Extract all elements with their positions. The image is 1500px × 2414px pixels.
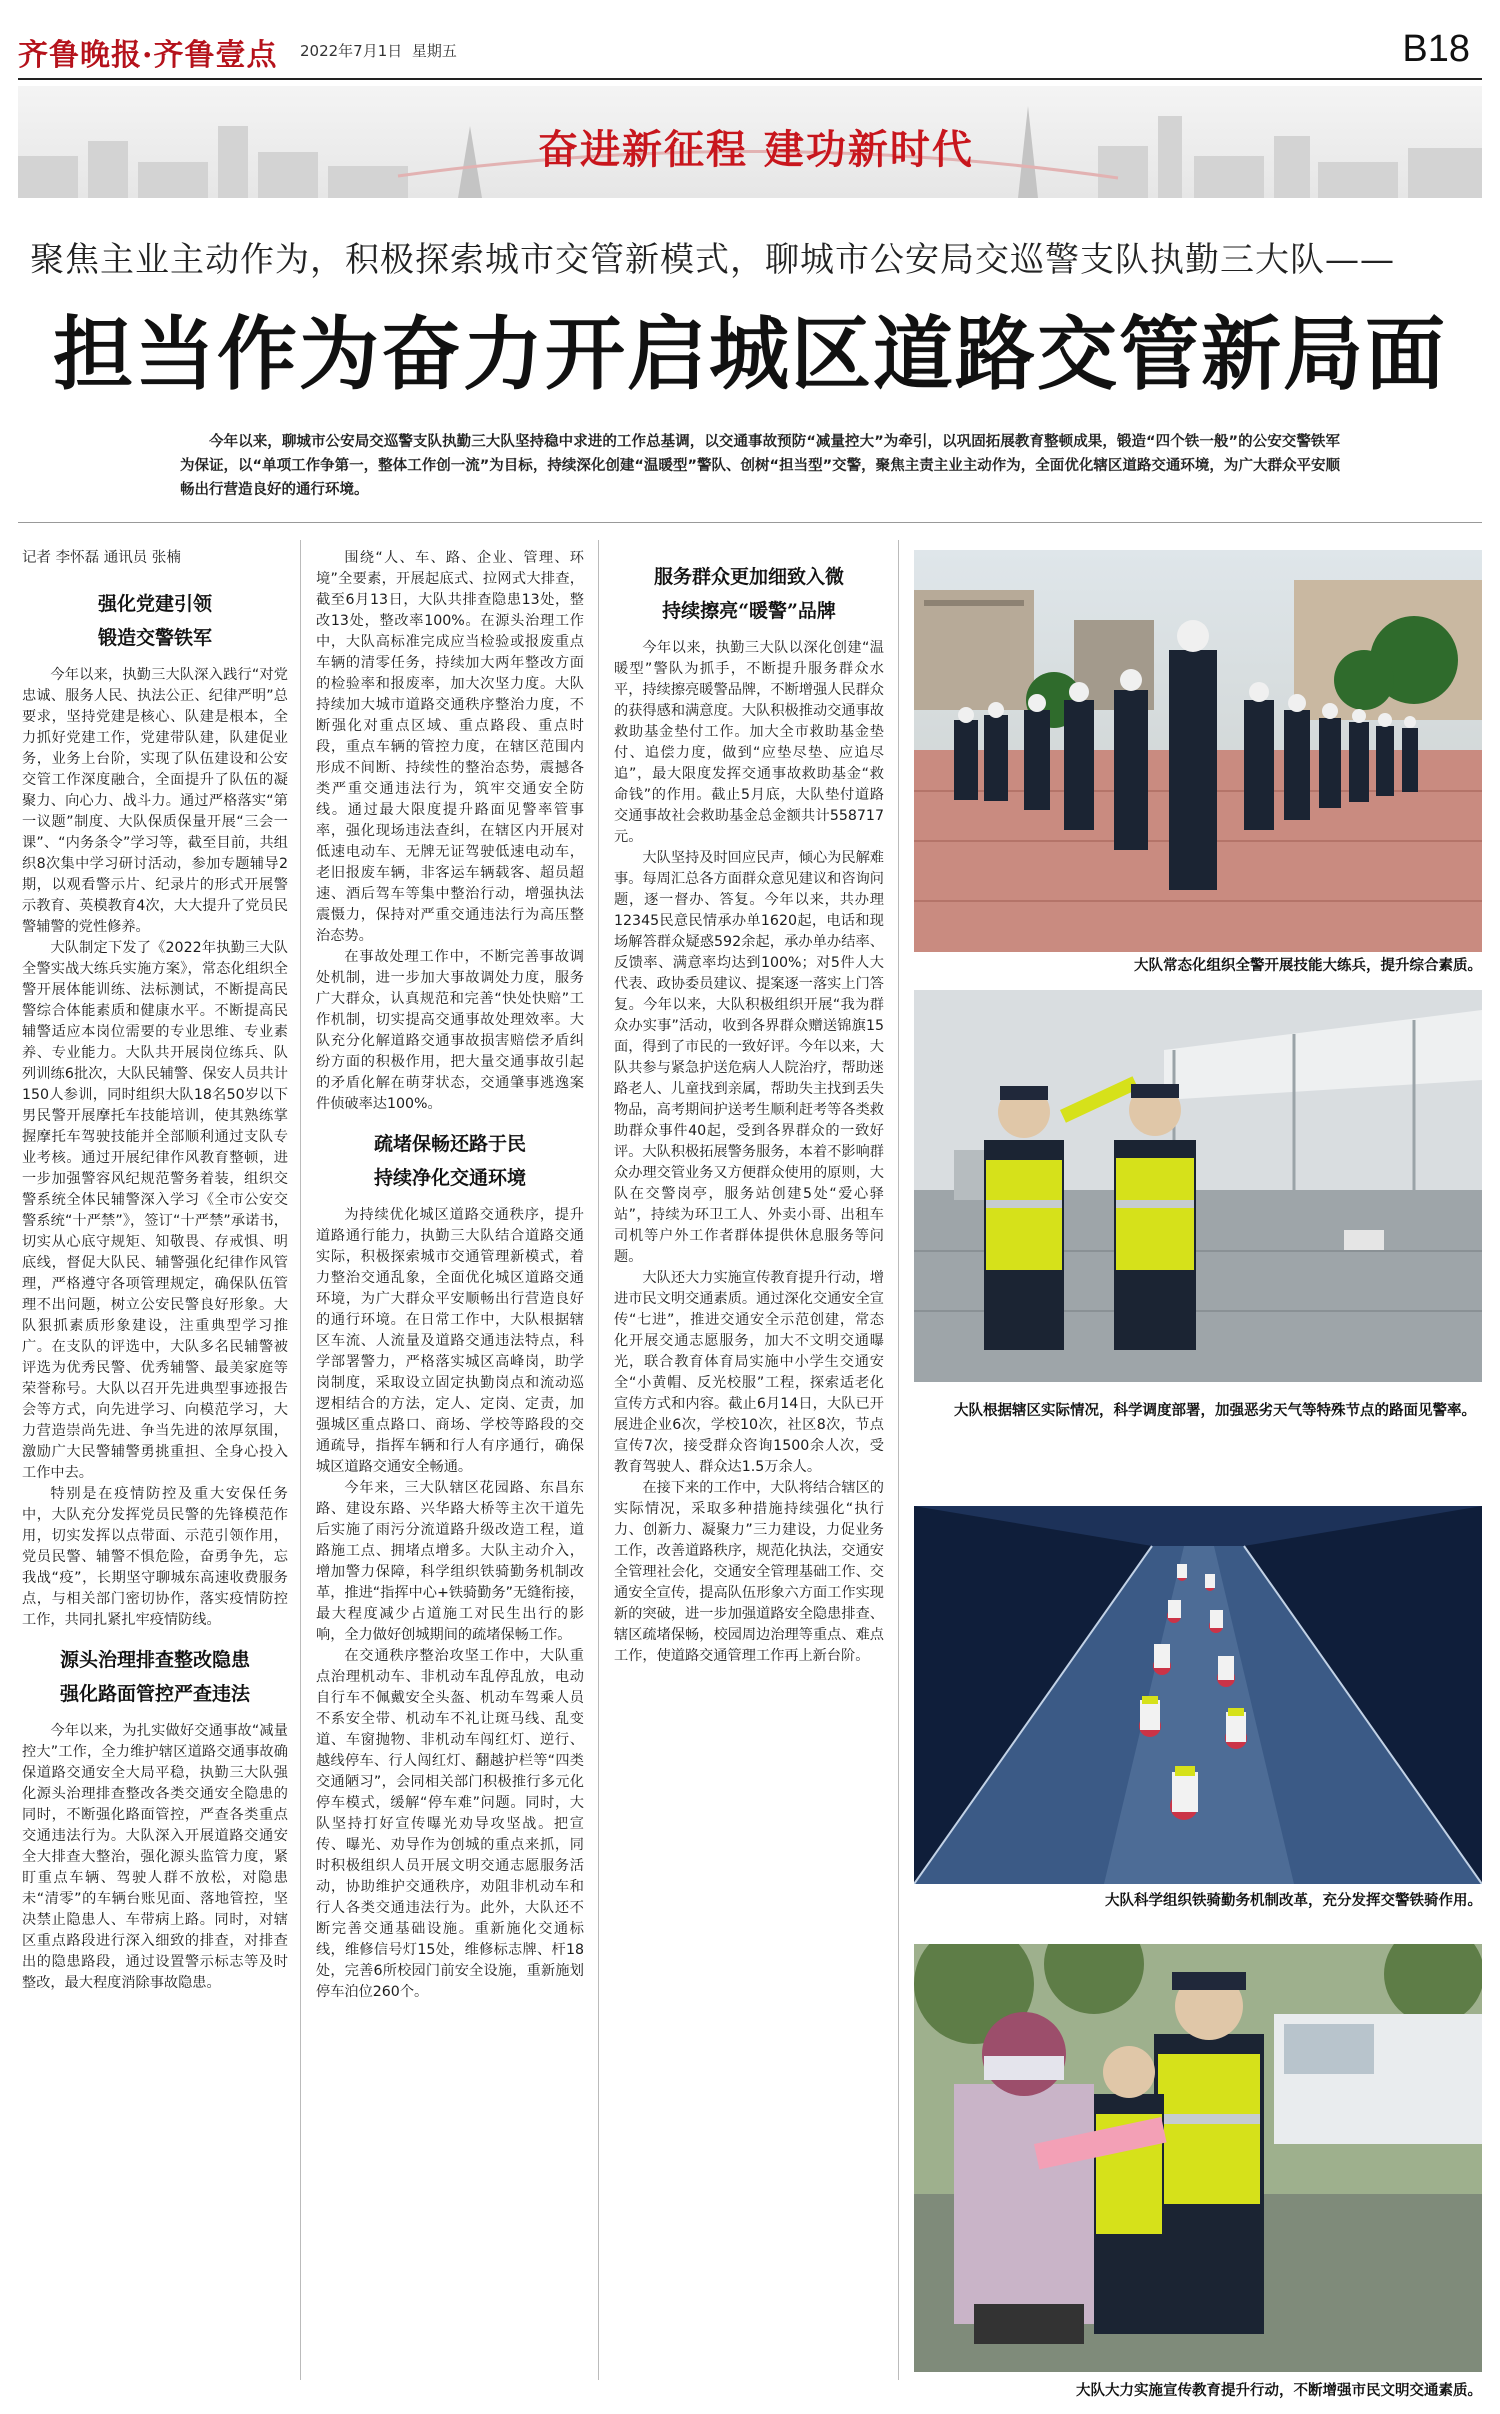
masthead — [18, 28, 1482, 73]
section-heading-public-service: 服务群众更加细致入微 持续擦亮“暖警”品牌 — [653, 566, 844, 622]
text-column-3 — [614, 548, 884, 1667]
photo-caption: 大队常态化组织全警开展技能大练兵，提升综合素质。 — [1134, 958, 1482, 974]
paragraph: 大队制定下发了《2022年执勤三大队全警实战大练兵实施方案》，常态化组织全警开展体能训练、法标测试，不断提高民警综合体能素质和健康水平。不断提高民辅警适应本岗位需要的专业思维、专业素养、专业能力。大队共开展岗位练兵、队列训练6批次，大队民辅警、保安人员共计150人参训，同时组织大队18名50岁以下男民警开展摩托车技能培训，使其熟练掌握摩托车驾驶技能并全部顺利通过支队专业考核。通过开展纪律作风教育整顿，进一步加强警容风纪规范警务着装，组织交警系统全体民辅警深入学习《全市公安交警系统“十严禁”》，签订“十严禁”承诺书，切实从心底守规矩、知敬畏、存戒惧、明底线，督促大队民、辅警强化纪律作风管理，严格遵守各项管理规定，确保队伍管理不出问题，树立公安民警良好形象。大队狠抓素质形象建设，注重典型学习推广。在支队的评选中，大队多名民辅警被评选为优秀民警、优秀辅警、最美家庭等荣誉称号。大队以召开先进典型事迹报告会等方式，向先进学习、向模范学习，大力营造崇尚先进、争当先进的浓厚氛围，激励广大民警辅警勇挑重担、全身心投入工作中去。 — [22, 940, 288, 1481]
column-divider — [300, 540, 301, 2380]
paragraph: 今年以来，执勤三大队深入践行“对党忠诚、服务人民、执法公正、纪律严明”总要求，坚持党建是核心、队建是根本，全力抓好党建工作，党建带队建，队建促业务，业务上台阶，实现了队伍建设和公安交管工作深度融合，全面提升了队伍的凝聚力、向心力、战斗力。通过严格落实“第一议题”制度、大队保质保量开展“三会一课”、“内务条令”学习等，截至目前，共组织8次集中学习研讨活动，参加专题辅导2期，以观看警示片、纪录片的形式开展警示教育、英模教育4次，大大提升了党员民警辅警的党性修养。 — [22, 667, 288, 935]
newspaper-brand: 齐鲁晚报·齐鲁壹点 — [18, 38, 278, 73]
paragraph: 为持续优化城区道路交通秩序，提升道路通行能力，执勤三大队结合道路交通实际，积极探索城市交通管理新模式，着力整治交通乱象，全面优化城区道路交通环境，为广大群众平安顺畅出行营造良好的通行环境。在日常工作中，大队根据辖区车流、人流量及道路交通违法特点，科学部署警力，严格落实城区高峰岗，助学岗制度，采取设立固定执勤岗点和流动巡逻相结合的方法，定人、定岗、定责，加强城区重点路口、商场、学校等路段的交通疏导，指挥车辆和行人有序通行，确保城区道路交通安全畅通。 — [316, 1207, 584, 1475]
paragraph: 特别是在疫情防控及重大安保任务中，大队充分发挥党员民警的先锋模范作用，切实发挥以点带面、示范引领作用，党员民警、辅警不惧危险，奋勇争先，忘我战“疫”，长期坚守聊城东高速收费服务点，与相关部门密切协作，落实疫情防控工作，共同扎紧扎牢疫情防线。 — [22, 1486, 288, 1628]
banner-slogan: 奋进新征程 建功新时代 — [538, 126, 974, 173]
paragraph: 今年来，三大队辖区花园路、东昌东路、建设东路、兴华路大桥等主次干道先后实施了雨污分流道路升级改造工程，道路施工点、拥堵点增多。大队主动介入，增加警力保障，科学组织铁骑勤务机制改革，推进“指挥中心+铁骑勤务”无缝衔接，最大程度减少占道施工对民生出行的影响，全力做好创城期间的疏堵保畅工作。 — [316, 1480, 584, 1643]
paragraph: 在事故处理工作中，不断完善事故调处机制，进一步加大事故调处力度，服务广大群众，认真规范和完善“快处快赔”工作机制，切实提高交通事故处理效率。大队充分化解道路交通事故损害赔偿矛盾纠纷方面的积极作用，把大量交通事故引起的矛盾化解在萌芽状态，交通肇事逃逸案件侦破率达100%。 — [316, 949, 584, 1112]
issue-date: 2022年7月1日 — [300, 42, 403, 60]
brand-name: 齐鲁晚报 — [18, 38, 142, 73]
masthead-rule — [18, 78, 1482, 80]
article-headline: 担当作为奋力开启城区道路交管新局面 — [53, 307, 1447, 401]
photo-motorcycle-patrol — [914, 1506, 1482, 1884]
paragraph: 在交通秩序整治攻坚工作中，大队重点治理机动车、非机动车乱停乱放，电动自行车不佩戴安全头盔、机动车驾乘人员不系安全带、机动车不礼让斑马线、乱变道、车窗抛物、非机动车闯红灯、逆行、越线停车、行人闯红灯、翻越护栏等“四类交通陋习”，会同相关部门积极推行多元化停车模式，缓解“停车难”问题。同时，大队坚持打好宣传曝光劝导攻坚战。把宣传、曝光、劝导作为创城的重点来抓，同时积极组织人员开展文明交通志愿服务活动，协助维护交通秩序，劝阻非机动车和行人各类交通违法行为。此外，大队还不断完善交通基础设施。重新施化交通标线，维修信号灯15处，维修标志牌、杆18处，完善6所校园门前安全设施，重新施划停车泊位260个。 — [316, 1648, 584, 2000]
slogan-banner — [18, 86, 1482, 198]
photo-safety-education — [914, 1944, 1482, 2372]
page-number: B18 — [1402, 28, 1470, 70]
paragraph: 今年以来，为扎实做好交通事故“减量控大”工作，全力维护辖区道路交通事故确保道路交通安全大局平稳，执勤三大队强化源头治理排查整改各类交通安全隐患的同时，不断强化路面管控，严查各类重点交通违法行为。大队深入开展道路交通安全大排查大整治，强化源头监管力度，紧盯重点车辆、驾驶人群不放松，对隐患未“清零”的车辆台账见面、落地管控，坚决禁止隐患人、车带病上路。同时，对辖区重点路段进行深入细致的排查，对排查出的隐患路段，通过设置警示标志等及时整改，最大程度消除事故隐患。 — [22, 1723, 288, 1991]
section-heading-traffic-flow: 疏堵保畅还路于民 持续净化交通环境 — [373, 1133, 526, 1189]
photo-officers-plaza — [914, 990, 1482, 1382]
text-column-2 — [316, 548, 584, 2003]
article-kicker: 聚焦主业主动作为，积极探索城市交管新模式，聊城市公安局交巡警支队执勤三大队—— — [30, 240, 1395, 280]
article-lede: 今年以来，聊城市公安局交巡警支队执勤三大队坚持稳中求进的工作总基调，以交通事故预防“减量控大”为牵引，以巩固拓展教育整顿成果，锻造“四个铁一般”的公安交警铁军为保证，以“单项工作争第一，整体工作创一流”为目标，持续深化创建“温暖型”警队、创树“担当型”交警，聚焦主责主业主动作为，全面优化辖区道路交通环境，为广大群众平安顺畅出行营造良好的通行环境。 — [180, 434, 1340, 498]
column-divider — [598, 540, 599, 2380]
section-heading-party-building: 强化党建引领 锻造交警铁军 — [97, 593, 212, 649]
photo-police-training — [914, 550, 1482, 952]
dateline — [300, 40, 457, 61]
photo-caption: 大队根据辖区实际情况，科学调度部署，加强恶劣天气等特殊节点的路面见警率。 — [954, 1403, 1476, 1419]
paragraph: 大队还大力实施宣传教育提升行动，增进市民文明交通素质。通过深化交通安全宣传“七进”，推进交通安全示范创建，常态化开展交通志愿服务，加大不文明交通曝光，联合教育体育局实施中小学生交通安全“小黄帽、反光校服”工程，探索适老化宣传方式和内容。截止6月14日，大队已开展进企业6次，学校10次，社区8次，节点宣传7次，接受群众咨询1500余人次，受教育驾驶人、群众达1.5万余人。 — [614, 1270, 884, 1475]
text-column-1 — [22, 548, 288, 1994]
section-heading-source-governance: 源头治理排查整改隐患 强化路面管控严查违法 — [59, 1649, 250, 1705]
paragraph: 在接下来的工作中，大队将结合辖区的实际情况，采取多种措施持续强化“执行力、创新力、凝聚力”三力建设，力促业务工作，改善道路秩序，规范化执法，交通安全管理社会化，交通安全管理基础工作、交通安全宣传，提高队伍形象六方面工作实现新的突破，进一步加强道路安全隐患排查、辖区疏堵保畅，校园周边治理等重点、难点工作，使道路交通管理工作再上新台阶。 — [614, 1480, 884, 1664]
paragraph: 今年以来，执勤三大队以深化创建“温暖型”警队为抓手，不断提升服务群众水平，持续擦亮暖警品牌，不断增强人民群众的获得感和满意度。大队积极推动交通事故救助基金垫付工作。加大全市救助基金垫付、追偿力度，做到“应垫尽垫、应追尽追”，最大限度发挥交通事故救助基金“救命钱”的作用。截止5月底，大队垫付道路交通事故社会救助基金总金额共计558717元。 — [614, 640, 884, 845]
paragraph: 大队坚持及时回应民声，倾心为民解难事。每周汇总各方面群众意见建议和咨询问题，逐一督办、答复。今年以来，共办理12345民意民情承办单1620起，电话和现场解答群众疑惑592余起，承办单办结率、反馈率、满意率均达到100%；对5件人大代表、政协委员建议、提案逐一落实上门答复。今年以来，大队积极组织开展“我为群众办实事”活动，收到各界群众赠送锦旗15面，得到了市民的一致好评。今年以来，大队共参与紧急护送危病人人院治疗，帮助迷路老人、儿童找到亲属，帮助失主找到丢失物品，高考期间护送考生顺利赶考等各类救助群众事件40起，受到各界群众的一致好评。大队积极拓展警务服务，本着不影响群众办理交管业务又方便群众使用的原则，大队在交警岗亭，服务站创建5处“爱心驿站”，持续为环卫工人、外卖小哥、出租车司机等户外工作者群体提供休息服务等问题。 — [614, 850, 884, 1265]
lede-divider — [18, 522, 1482, 523]
brand-app-name: 齐鲁壹点 — [153, 38, 278, 73]
photo-caption: 大队科学组织铁骑勤务机制改革，充分发挥交警铁骑作用。 — [1105, 1893, 1482, 1909]
photo-caption: 大队大力实施宣传教育提升行动，不断增强市民文明交通素质。 — [1076, 2383, 1482, 2399]
byline: 记者 李怀磊 通讯员 张楠 — [22, 550, 181, 566]
column-divider — [898, 540, 899, 2380]
paragraph: 围绕“人、车、路、企业、管理、环境”全要素，开展起底式、拉网式大排查，截至6月13日，大队共排查隐患13处，整改13处，整改率100%。在源头治理工作中，大队高标准完成应当检验或报废重点车辆的清零任务，持续加大两年整改方面的检验率和报废率，加大次坚力度。大队持续加大城市道路交通秩序整治力度，不断强化对重点区域、重点路段、重点时段，重点车辆的管控力度，在辖区范围内形成不间断、持续性的整治态势，震撼各类严重交通违法行为，筑牢交通安全防线。通过最大限度提升路面见警率管事率，强化现场违法查纠，在辖区内开展对低速电动车、无牌无证驾驶低速电动车，老旧报废车辆，非客运车辆载客、超员超速、酒后驾车等集中整治行动，增强执法震慑力，保持对严重交通违法行为高压整治态势。 — [316, 550, 584, 944]
issue-weekday: 星期五 — [411, 42, 457, 60]
